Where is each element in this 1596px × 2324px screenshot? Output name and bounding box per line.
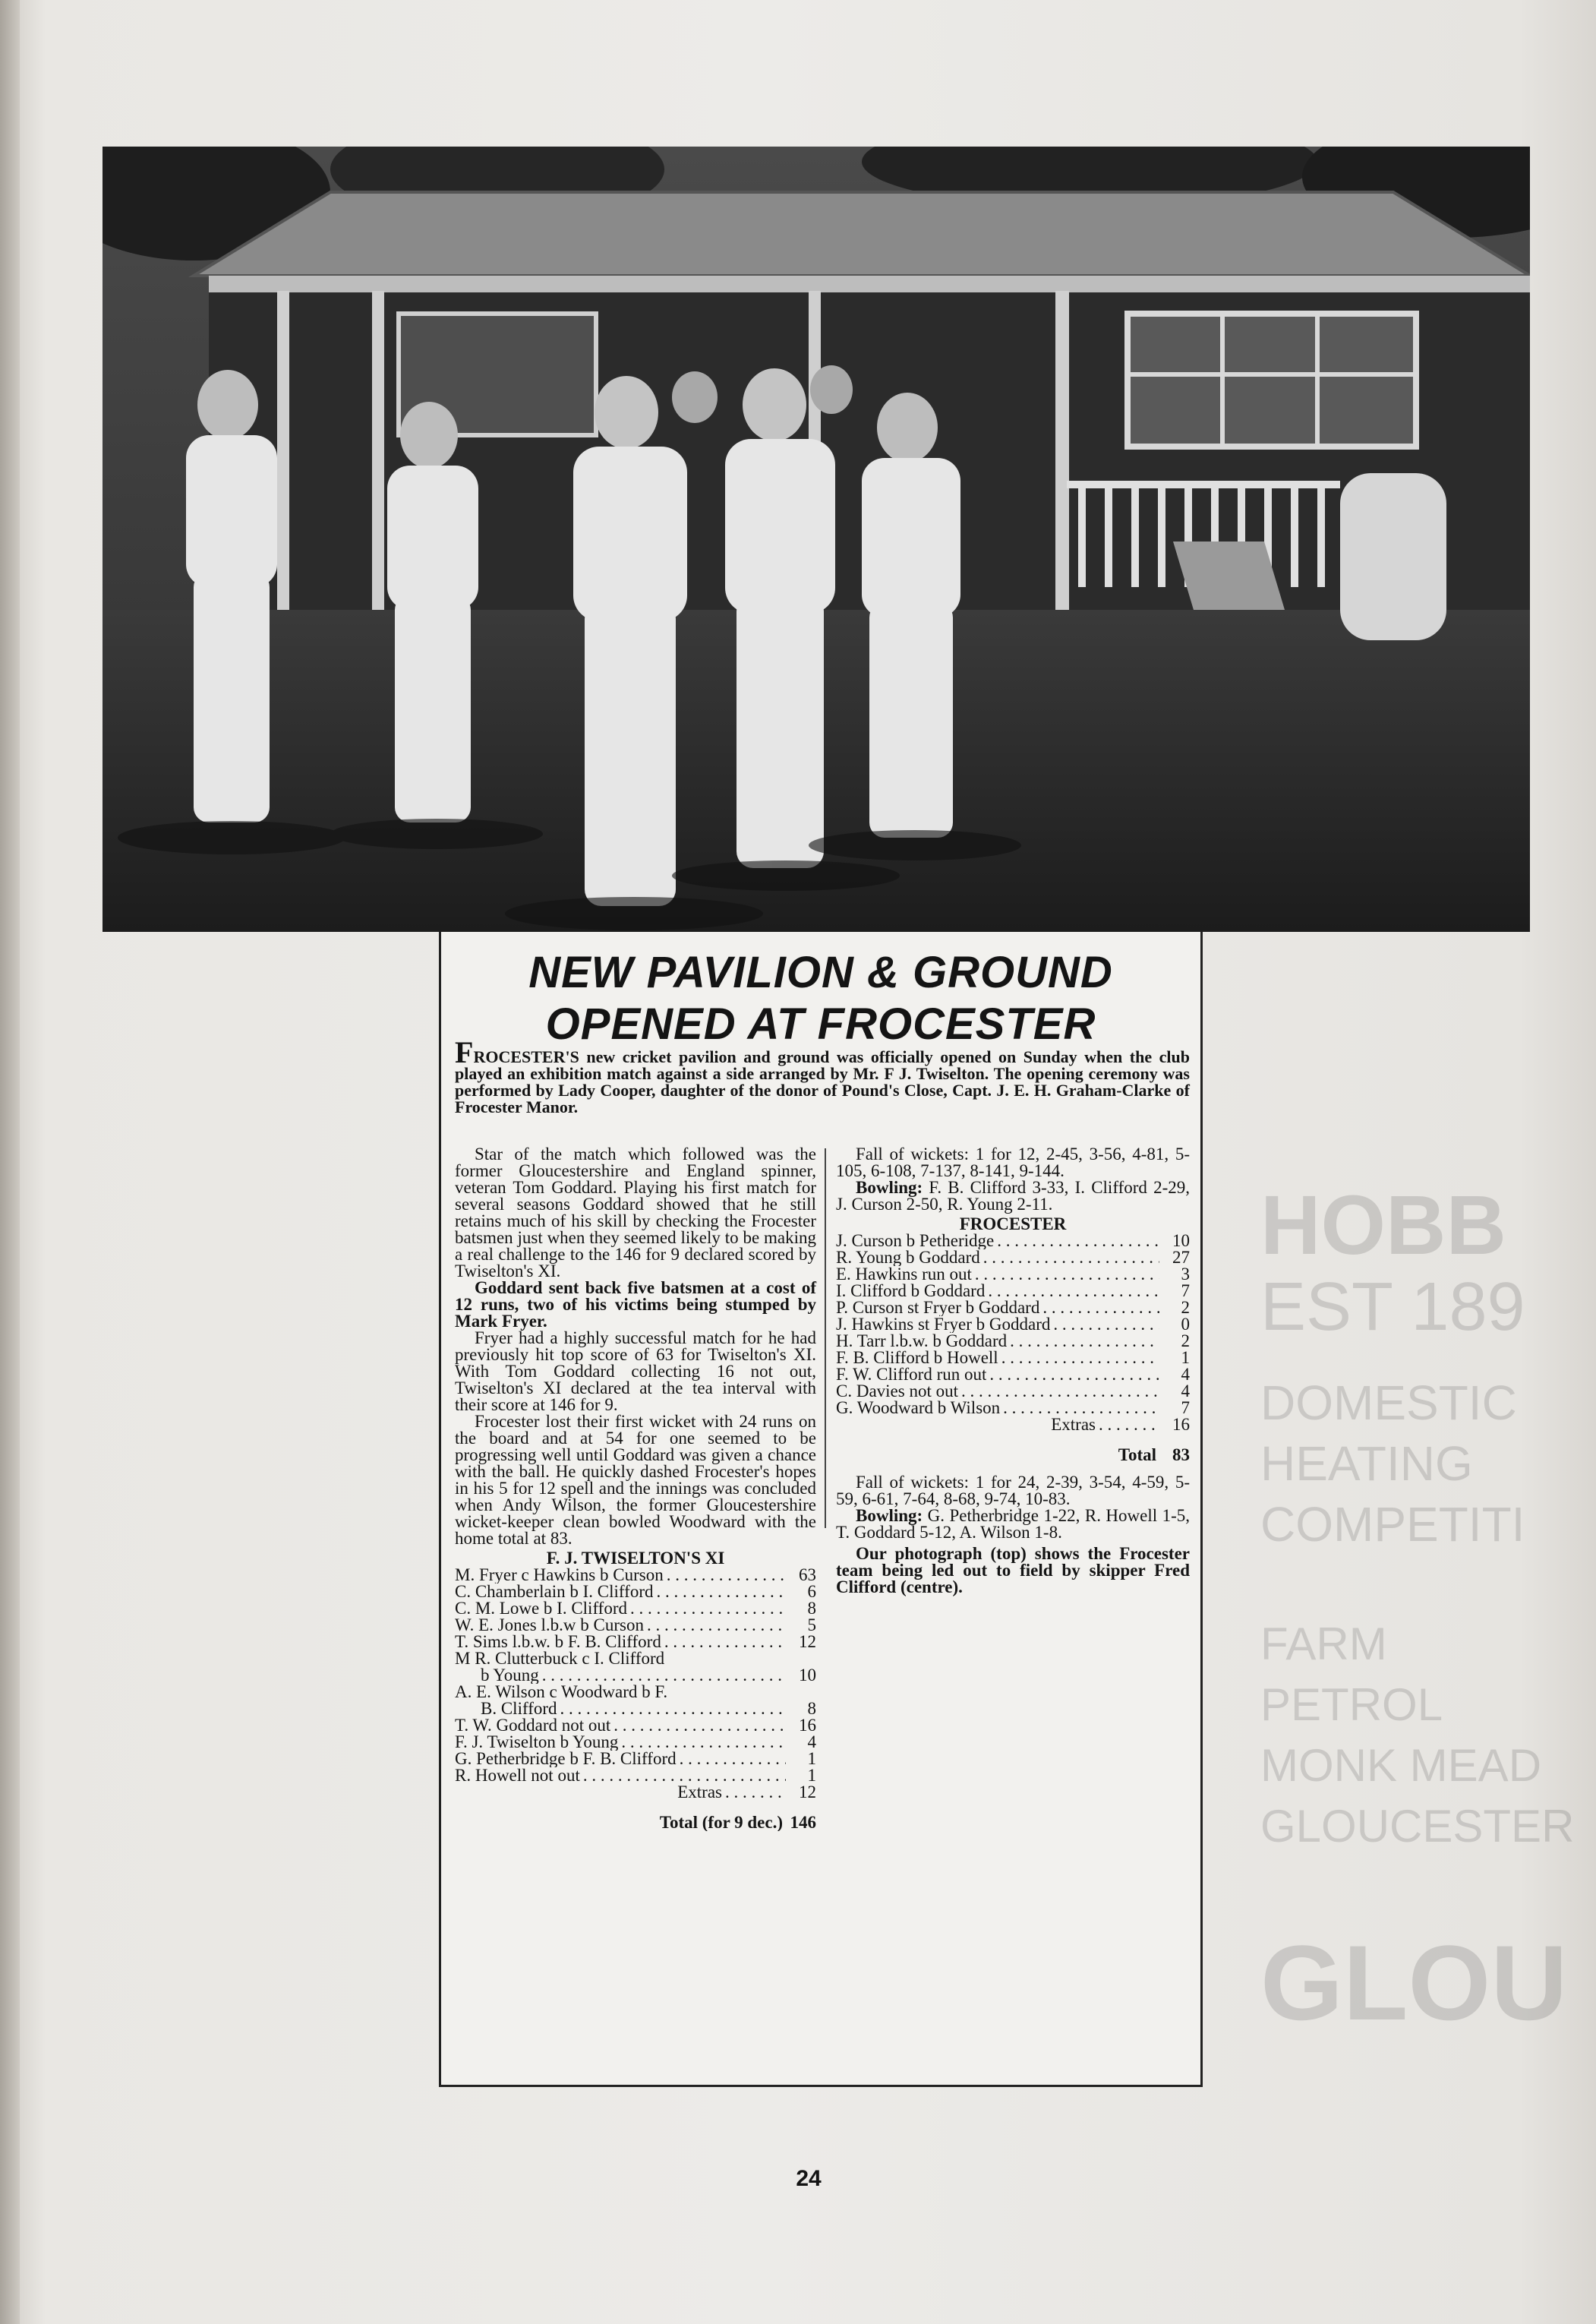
batsman-score: 1 <box>807 1749 816 1768</box>
batsman-name: R. Howell not out <box>455 1767 580 1784</box>
headline <box>441 947 1200 1050</box>
batsman-row <box>455 1600 816 1617</box>
body-paragraph-2: Goddard sent back five batsmen at a cost of 12 runs, two of his victims being stumped by Mark Fryer. <box>455 1278 816 1331</box>
total-row <box>455 1814 816 1831</box>
batsman-score: 5 <box>807 1615 816 1634</box>
batsman-row <box>455 1717 816 1734</box>
batsman-score: 63 <box>799 1565 816 1584</box>
batsman-row <box>836 1299 1190 1316</box>
photo-caption: Our photograph (top) shows the Frocester team being led out to field by skipper Fred Clifford (centre). <box>836 1544 1190 1596</box>
batsman-row-continued <box>455 1667 816 1684</box>
batsman-row <box>836 1266 1190 1283</box>
batsman-score: 2 <box>1181 1331 1190 1350</box>
batsman-name: E. Hawkins run out <box>836 1266 972 1283</box>
body-paragraph-4: Frocester lost their first wicket with 24 runs on the board and at 54 for one seemed to be progressing well until Goddard was given a chance with the ball. He quickly dashed Frocester's hopes in his 5 for 12 spell and the innings was concluded when Andy Wilson, the former Gloucestershire wicket-keeper clean bowled Woodward with the home total at 83. <box>455 1412 816 1548</box>
headline-line-1: NEW PAVILION & GROUND <box>528 948 1113 997</box>
batsman-row <box>455 1767 816 1784</box>
batsman-row <box>836 1316 1190 1333</box>
batsman-name: T. W. Goddard not out <box>455 1717 611 1734</box>
batsman-row <box>836 1333 1190 1350</box>
batsman-row <box>836 1400 1190 1416</box>
article-right-column <box>836 1146 1190 1596</box>
batsman-row <box>455 1751 816 1767</box>
batsman-score: 10 <box>799 1666 816 1685</box>
batsman-name-cont: B. Clifford <box>481 1700 557 1717</box>
batsman-name: M. Fryer c Hawkins b Curson <box>455 1567 664 1584</box>
bowling-figures: F. B. Clifford 3-33, I. Clifford 2-29, J. Curson 2-50, R. Young 2-11. <box>836 1178 1190 1214</box>
twiselton-scorecard <box>455 1567 816 1831</box>
frocester-bowling <box>836 1508 1190 1541</box>
extras-row <box>455 1784 816 1801</box>
body-paragraph-3: Fryer had a highly successful match for he had previously hit top score of 63 for Twiselton's XI. With Tom Goddard collecting 16 not out, Twiselton's XI declared at the tea interval with their score at 146 for 9. <box>455 1328 816 1414</box>
batsman-row <box>455 1734 816 1751</box>
drop-cap: F <box>455 1035 474 1069</box>
batsman-name: H. Tarr l.b.w. b Goddard <box>836 1333 1008 1350</box>
batsman-row <box>455 1584 816 1600</box>
extras-score: 12 <box>799 1782 816 1801</box>
batsman-score: 7 <box>1181 1281 1190 1300</box>
batsman-score: 8 <box>807 1699 816 1718</box>
batsman-name: G. Woodward b Wilson <box>836 1400 1001 1416</box>
total-score: 146 <box>790 1813 816 1832</box>
batsman-name: C. M. Lowe b I. Clifford <box>455 1600 628 1617</box>
batsman-score: 0 <box>1181 1315 1190 1334</box>
batsman-score: 10 <box>1172 1231 1190 1250</box>
newspaper-clipping <box>439 932 1203 2087</box>
batsman-name: W. E. Jones l.b.w b Curson <box>455 1617 644 1634</box>
batsman-name: F. W. Clifford run out <box>836 1366 987 1383</box>
column-divider <box>825 1148 826 1528</box>
page-number: 24 <box>796 2166 822 2191</box>
batsman-score: 4 <box>807 1732 816 1751</box>
batsman-score: 27 <box>1172 1248 1190 1267</box>
batsman-score: 1 <box>1181 1348 1190 1367</box>
batsman-name: J. Curson b Petheridge <box>836 1233 995 1249</box>
team-photograph <box>103 147 1530 932</box>
batsman-name: T. Sims l.b.w. b F. B. Clifford <box>455 1634 661 1650</box>
extras-label: Extras <box>677 1784 722 1801</box>
batsman-name: R. Young b Goddard <box>836 1249 980 1266</box>
headline-line-2: OPENED AT FROCESTER <box>545 999 1096 1049</box>
batsman-score: 2 <box>1181 1298 1190 1317</box>
body-paragraph-1: Star of the match which followed was the former Gloucestershire and England spinner, veteran Tom Goddard. Playing his first match for several seasons Goddard showed that he still retains much of his skill by checking the Frocester batsmen just when they seemed likely to be making a real challenge to the 146 for 9 declared scored by Twiselton's XI. <box>455 1145 816 1280</box>
twiselton-scorecard-title: F. J. TWISELTON'S XI <box>546 1549 725 1568</box>
batsman-row <box>836 1233 1190 1249</box>
batsman-row <box>836 1283 1190 1299</box>
batsman-name: I. Clifford b Goddard <box>836 1283 986 1299</box>
twiselton-bowling <box>836 1179 1190 1213</box>
batsman-score: 1 <box>807 1766 816 1785</box>
batsman-row <box>836 1366 1190 1383</box>
batsman-name: P. Curson st Fryer b Goddard <box>836 1299 1040 1316</box>
batsman-score: 12 <box>799 1632 816 1651</box>
bowling-label: Bowling: <box>856 1178 923 1197</box>
batsman-score: 6 <box>807 1582 816 1601</box>
batsman-row <box>836 1350 1190 1366</box>
frocester-fall-of-wickets: Fall of wickets: 1 for 24, 2-39, 3-54, 4-59, 5-59, 6-61, 7-64, 8-68, 9-74, 10-83. <box>836 1473 1190 1508</box>
batsman-row <box>455 1634 816 1650</box>
batsman-score: 8 <box>807 1599 816 1618</box>
twiselton-fall-of-wickets: Fall of wickets: 1 for 12, 2-45, 3-56, 4-81, 5-105, 6-108, 7-137, 8-141, 9-144. <box>836 1145 1190 1180</box>
page-binding <box>0 0 20 2324</box>
frocester-scorecard <box>836 1233 1190 1464</box>
batsman-name: G. Petherbridge b F. B. Clifford <box>455 1751 677 1767</box>
batsman-row <box>836 1249 1190 1266</box>
total-label: Total (for 9 dec.) <box>659 1814 783 1831</box>
batsman-score: 7 <box>1181 1398 1190 1417</box>
batsman-row-continued <box>455 1700 816 1717</box>
extras-row <box>836 1416 1190 1433</box>
batsman-row <box>455 1567 816 1584</box>
batsman-name: F. B. Clifford b Howell <box>836 1350 998 1366</box>
total-label: Total <box>1118 1447 1156 1464</box>
batsman-name: J. Hawkins st Fryer b Goddard <box>836 1316 1051 1333</box>
batsman-name: C. Chamberlain b I. Clifford <box>455 1584 654 1600</box>
batsman-name: M R. Clutterbuck c I. Clifford <box>455 1650 665 1667</box>
lead-paragraph <box>455 1035 1190 1116</box>
batsman-row <box>836 1383 1190 1400</box>
batsman-score: 4 <box>1181 1381 1190 1400</box>
batsman-row <box>455 1650 816 1667</box>
frocester-scorecard-title: FROCESTER <box>959 1214 1067 1233</box>
lead-text: ROCESTER'S new cricket pavilion and ground was officially opened on Sunday when the club played an exhibition match against a side arranged by Mr. F J. Twiselton. The opening ceremony was performed by Lady Cooper, daughter of the donor of Pound's Close, Capt. J. E. H. Graham-Clarke of Frocester Manor. <box>455 1047 1190 1116</box>
bowling-label: Bowling: <box>856 1506 923 1525</box>
photo-illustration <box>103 147 1530 932</box>
batsman-score: 3 <box>1181 1265 1190 1284</box>
batsman-name-cont: b Young <box>481 1667 539 1684</box>
batsman-score: 16 <box>799 1716 816 1735</box>
total-score: 83 <box>1172 1445 1190 1464</box>
total-row <box>836 1447 1190 1464</box>
batsman-name: A. E. Wilson c Woodward b F. <box>455 1684 668 1700</box>
batsman-row <box>455 1684 816 1700</box>
batsman-name: F. J. Twiselton b Young <box>455 1734 619 1751</box>
article-left-column <box>455 1146 816 1831</box>
batsman-name: C. Davies not out <box>836 1383 958 1400</box>
extras-label: Extras <box>1051 1416 1096 1433</box>
show-through-ghost: HOBB EST 189 DOMESTIC HEATING COMPETITI FARM PETROL MONK MEAD GLOUCESTER GLOU <box>1260 1179 1575 2042</box>
batsman-row <box>455 1617 816 1634</box>
extras-score: 16 <box>1172 1415 1190 1434</box>
bowling-figures: G. Petherbridge 1-22, R. Howell 1-5, T. Goddard 5-12, A. Wilson 1-8. <box>836 1506 1190 1542</box>
batsman-score: 4 <box>1181 1365 1190 1384</box>
